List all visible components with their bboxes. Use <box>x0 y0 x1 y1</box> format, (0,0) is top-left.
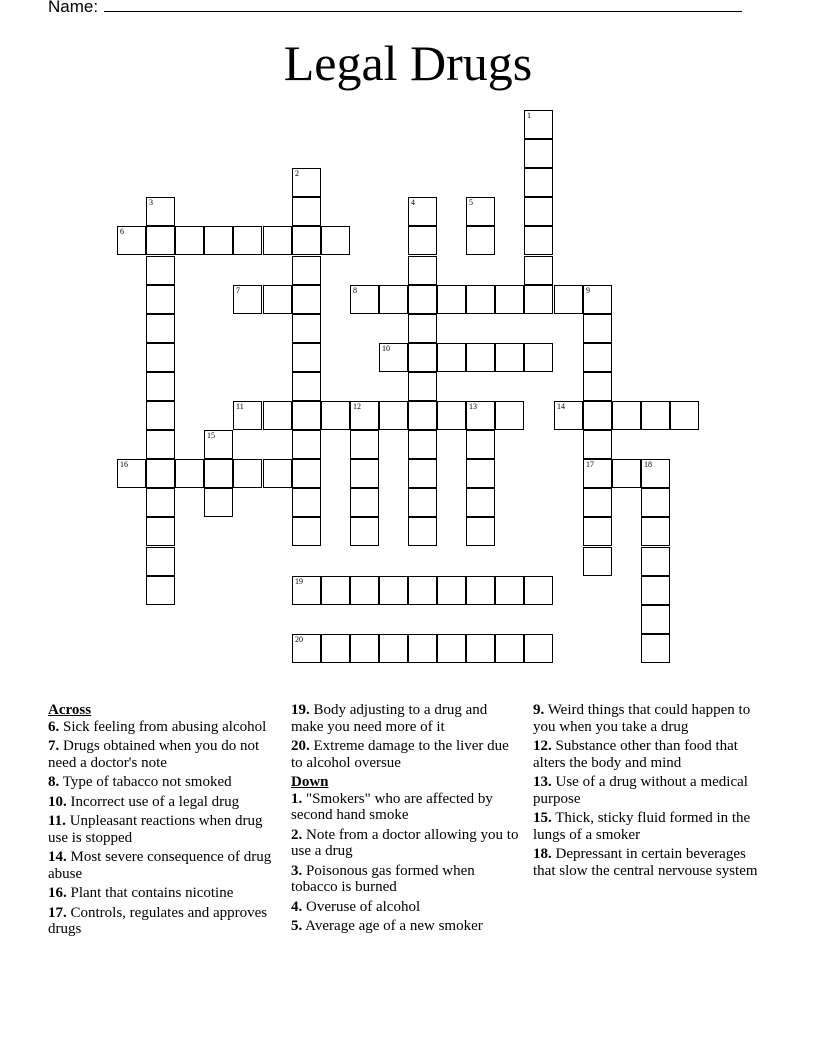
clue-item <box>291 702 519 735</box>
grid-cell[interactable] <box>233 226 262 255</box>
grid-cell[interactable] <box>641 547 670 576</box>
grid-cell[interactable] <box>466 343 495 372</box>
grid-cell[interactable] <box>466 459 495 488</box>
grid-cell[interactable] <box>408 372 437 401</box>
grid-cell[interactable] <box>292 343 321 372</box>
clue-item-number: 12. <box>533 738 552 754</box>
clue-number: 9 <box>586 286 590 295</box>
clue-number: 12 <box>353 402 361 411</box>
grid-cell[interactable] <box>466 401 495 430</box>
grid-cell[interactable] <box>466 488 495 517</box>
grid-cell[interactable] <box>292 634 321 663</box>
grid-cell[interactable] <box>437 634 466 663</box>
grid-cell[interactable] <box>524 343 553 372</box>
clue-number: 5 <box>469 198 473 207</box>
clue-item <box>48 794 276 811</box>
clue-column-1 <box>48 702 276 941</box>
grid-cell[interactable] <box>437 401 466 430</box>
grid-cell[interactable] <box>612 401 641 430</box>
grid-cell[interactable] <box>408 488 437 517</box>
grid-cell[interactable] <box>437 285 466 314</box>
clue-number: 2 <box>295 169 299 178</box>
grid-cell[interactable] <box>641 634 670 663</box>
clue-item-text: Poisonous gas formed when tobacco is burned <box>291 862 475 895</box>
clue-item <box>48 905 276 938</box>
grid-cell[interactable] <box>321 401 350 430</box>
grid-cell[interactable] <box>292 372 321 401</box>
grid-cell[interactable] <box>117 459 146 488</box>
clue-item <box>291 918 519 935</box>
clue-item-text: "Smokers" who are affected by second hand smoke <box>291 790 493 823</box>
grid-cell[interactable] <box>466 576 495 605</box>
grid-cell[interactable] <box>146 285 175 314</box>
grid-cell[interactable] <box>641 488 670 517</box>
grid-cell[interactable] <box>204 430 233 459</box>
grid-cell[interactable] <box>292 430 321 459</box>
grid-cell[interactable] <box>146 517 175 546</box>
grid-cell[interactable] <box>524 226 553 255</box>
grid-cell[interactable] <box>495 285 524 314</box>
clue-column-2 <box>291 702 519 938</box>
clue-number: 8 <box>353 286 357 295</box>
grid-cell[interactable] <box>466 197 495 226</box>
grid-cell[interactable] <box>641 401 670 430</box>
clue-item-number: 19. <box>291 702 310 718</box>
grid-cell[interactable] <box>583 459 612 488</box>
grid-cell[interactable] <box>524 197 553 226</box>
grid-cell[interactable] <box>117 226 146 255</box>
grid-cell[interactable] <box>379 285 408 314</box>
grid-cell[interactable] <box>495 401 524 430</box>
clue-number: 16 <box>120 460 128 469</box>
clue-number: 13 <box>469 402 477 411</box>
clue-item-text: Plant that contains nicotine <box>66 885 234 901</box>
grid-cell[interactable] <box>204 488 233 517</box>
grid-cell[interactable] <box>263 226 292 255</box>
grid-cell[interactable] <box>292 517 321 546</box>
grid-cell[interactable] <box>408 285 437 314</box>
grid-cell[interactable] <box>495 343 524 372</box>
grid-cell[interactable] <box>408 634 437 663</box>
grid-cell[interactable] <box>146 256 175 285</box>
grid-cell[interactable] <box>146 430 175 459</box>
grid-cell[interactable] <box>146 547 175 576</box>
grid-cell[interactable] <box>379 401 408 430</box>
clue-item-text: Average age of a new smoker <box>302 918 483 934</box>
clue-item <box>291 791 519 824</box>
clue-item-number: 4. <box>291 898 303 915</box>
clue-item-text: Sick feeling from abusing alcohol <box>59 718 267 735</box>
grid-cell[interactable] <box>204 226 233 255</box>
grid-cell[interactable] <box>350 576 379 605</box>
clue-item <box>291 899 519 916</box>
grid-cell[interactable] <box>350 430 379 459</box>
grid-cell[interactable] <box>263 401 292 430</box>
grid-cell[interactable] <box>321 226 350 255</box>
clue-item-number: 14. <box>48 849 67 865</box>
clue-item-text: Extreme damage to the liver due to alcohol oversue <box>291 738 509 771</box>
clue-item-text: Drugs obtained when you do not need a doctor's note <box>48 738 260 771</box>
clue-item <box>291 827 519 860</box>
grid-cell[interactable] <box>350 401 379 430</box>
grid-cell[interactable] <box>292 197 321 226</box>
grid-cell[interactable] <box>321 634 350 663</box>
grid-cell[interactable] <box>583 517 612 546</box>
grid-cell[interactable] <box>524 285 553 314</box>
grid-cell[interactable] <box>292 168 321 197</box>
clue-number: 20 <box>295 635 303 644</box>
clue-item-number: 13. <box>533 774 552 790</box>
clue-item-text: Substance other than food that alters the body and mind <box>533 738 738 771</box>
grid-cell[interactable] <box>350 488 379 517</box>
grid-cell[interactable] <box>408 314 437 343</box>
clue-item-text: Overuse of alcohol <box>302 898 421 915</box>
grid-cell[interactable] <box>204 459 233 488</box>
grid-cell[interactable] <box>350 285 379 314</box>
clue-item-number: 17. <box>48 904 67 921</box>
grid-cell[interactable] <box>321 576 350 605</box>
clue-number: 3 <box>149 198 153 207</box>
grid-cell[interactable] <box>583 285 612 314</box>
grid-cell[interactable] <box>146 401 175 430</box>
clue-number: 14 <box>557 402 565 411</box>
clue-item-number: 11. <box>48 813 66 829</box>
clue-item-number: 5. <box>291 918 303 934</box>
clue-item-text: Type of tabacco not smoked <box>59 774 232 790</box>
grid-cell[interactable] <box>641 576 670 605</box>
grid-cell[interactable] <box>437 343 466 372</box>
clue-item-text: Incorrect use of a legal drug <box>66 793 240 810</box>
grid-cell[interactable] <box>524 634 553 663</box>
clue-number: 17 <box>586 460 594 469</box>
grid-cell[interactable] <box>379 634 408 663</box>
clue-item-number: 8. <box>48 774 60 790</box>
clue-item-text: Body adjusting to a drug and make you need more of it <box>291 702 488 735</box>
clue-number: 4 <box>411 198 415 207</box>
grid-cell[interactable] <box>146 226 175 255</box>
grid-cell[interactable] <box>466 634 495 663</box>
puzzle-title: Legal Drugs <box>283 35 533 91</box>
clue-number: 11 <box>236 402 244 411</box>
grid-cell[interactable] <box>466 226 495 255</box>
grid-cell[interactable] <box>146 314 175 343</box>
clue-item <box>533 774 761 807</box>
clue-item-number: 10. <box>48 793 67 810</box>
grid-cell[interactable] <box>233 401 262 430</box>
grid-cell[interactable] <box>524 256 553 285</box>
grid-cell[interactable] <box>350 459 379 488</box>
grid-cell[interactable] <box>641 517 670 546</box>
clue-item-number: 3. <box>291 862 303 879</box>
grid-cell[interactable] <box>670 401 699 430</box>
grid-cell[interactable] <box>437 576 466 605</box>
clue-item-text: Note from a doctor allowing you to use a drug <box>291 826 519 859</box>
name-label: Name: <box>48 0 99 16</box>
grid-cell[interactable] <box>175 459 204 488</box>
clue-item <box>533 738 761 771</box>
clue-item <box>533 702 761 735</box>
grid-cell[interactable] <box>583 372 612 401</box>
clue-item <box>48 774 276 791</box>
grid-cell[interactable] <box>408 343 437 372</box>
clue-item-number: 15. <box>533 810 552 826</box>
clue-item-number: 6. <box>48 718 60 735</box>
clue-number: 10 <box>382 344 390 353</box>
grid-cell[interactable] <box>583 401 612 430</box>
grid-cell[interactable] <box>146 576 175 605</box>
grid-cell[interactable] <box>466 430 495 459</box>
down-heading: Down <box>291 774 329 790</box>
clue-item <box>291 863 519 896</box>
grid-cell[interactable] <box>524 168 553 197</box>
grid-cell[interactable] <box>292 576 321 605</box>
clue-item <box>48 738 276 771</box>
grid-cell[interactable] <box>466 517 495 546</box>
grid-cell[interactable] <box>408 430 437 459</box>
grid-cell[interactable] <box>641 605 670 634</box>
grid-cell[interactable] <box>292 488 321 517</box>
grid-cell[interactable] <box>408 459 437 488</box>
clue-item-number: 18. <box>533 846 552 862</box>
clue-item <box>291 738 519 771</box>
grid-cell[interactable] <box>292 226 321 255</box>
across-heading: Across <box>48 702 92 718</box>
grid-cell[interactable] <box>233 459 262 488</box>
grid-cell[interactable] <box>583 547 612 576</box>
grid-cell[interactable] <box>583 430 612 459</box>
grid-cell[interactable] <box>495 634 524 663</box>
clue-item-number: 1. <box>291 790 303 807</box>
grid-cell[interactable] <box>524 139 553 168</box>
grid-cell[interactable] <box>408 401 437 430</box>
grid-cell[interactable] <box>495 576 524 605</box>
grid-cell[interactable] <box>292 314 321 343</box>
grid-cell[interactable] <box>146 343 175 372</box>
grid-cell[interactable] <box>466 285 495 314</box>
grid-cell[interactable] <box>408 256 437 285</box>
grid-cell[interactable] <box>292 256 321 285</box>
clue-item <box>48 813 276 846</box>
grid-cell[interactable] <box>263 459 292 488</box>
clue-number: 15 <box>207 431 215 440</box>
clue-item-text: Thick, sticky fluid formed in the lungs of a smoker <box>533 810 751 843</box>
clue-item-number: 7. <box>48 738 60 754</box>
clue-item-number: 20. <box>291 738 310 754</box>
grid-cell[interactable] <box>524 576 553 605</box>
grid-cell[interactable] <box>554 401 583 430</box>
grid-cell[interactable] <box>379 343 408 372</box>
grid-cell[interactable] <box>408 197 437 226</box>
grid-cell[interactable] <box>612 459 641 488</box>
clue-item-text: Depressant in certain beverages that slow the central nervouse system <box>533 846 758 879</box>
grid-cell[interactable] <box>583 343 612 372</box>
clue-number: 7 <box>236 286 240 295</box>
grid-cell[interactable] <box>233 285 262 314</box>
clue-item-text: Weird things that could happen to you when you take a drug <box>533 702 751 735</box>
grid-cell[interactable] <box>350 634 379 663</box>
grid-cell[interactable] <box>350 517 379 546</box>
clue-item-number: 2. <box>291 826 303 843</box>
clue-item-text: Most severe consequence of drug abuse <box>48 849 272 882</box>
grid-cell[interactable] <box>583 314 612 343</box>
clue-number: 6 <box>120 227 124 236</box>
grid-cell[interactable] <box>146 197 175 226</box>
clue-number: 18 <box>644 460 652 469</box>
clue-number: 1 <box>527 111 531 120</box>
grid-cell[interactable] <box>408 576 437 605</box>
grid-cell[interactable] <box>408 517 437 546</box>
clue-item <box>48 885 276 902</box>
grid-cell[interactable] <box>408 226 437 255</box>
grid-cell[interactable] <box>146 459 175 488</box>
clue-item <box>48 719 276 736</box>
grid-cell[interactable] <box>146 488 175 517</box>
grid-cell[interactable] <box>583 488 612 517</box>
clue-item <box>48 849 276 882</box>
grid-cell[interactable] <box>292 285 321 314</box>
grid-cell[interactable] <box>641 459 670 488</box>
clue-number: 19 <box>295 577 303 586</box>
grid-cell[interactable] <box>175 226 204 255</box>
grid-cell[interactable] <box>146 372 175 401</box>
grid-cell[interactable] <box>554 285 583 314</box>
clue-item-text: Unpleasant reactions when drug use is stopped <box>48 813 263 846</box>
clue-item-number: 9. <box>533 702 545 718</box>
clue-item-text: Use of a drug without a medical purpose <box>533 774 748 807</box>
clue-item <box>533 846 761 879</box>
grid-cell[interactable] <box>292 401 321 430</box>
grid-cell[interactable] <box>379 576 408 605</box>
grid-cell[interactable] <box>292 459 321 488</box>
grid-cell[interactable] <box>263 285 292 314</box>
clue-column-3 <box>533 702 761 882</box>
clue-item-text: Controls, regulates and approves drugs <box>48 904 268 937</box>
grid-cell[interactable] <box>524 110 553 139</box>
clue-item <box>533 810 761 843</box>
clue-item-number: 16. <box>48 885 67 901</box>
